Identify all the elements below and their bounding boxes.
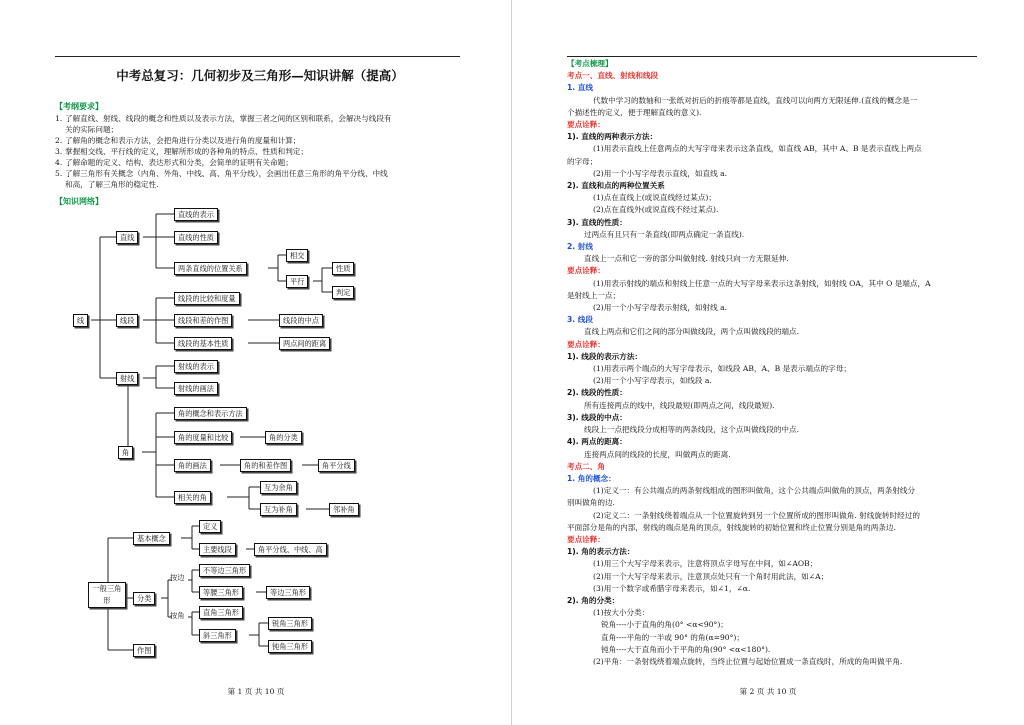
- node-acute-triangle: 锐角三角形: [268, 617, 312, 630]
- page-2-line: 4). 两点的距离：: [567, 437, 627, 447]
- node-segment-construction: 线段和差的作图: [174, 314, 232, 327]
- label-by-angle: 按角: [170, 611, 185, 620]
- node-intersect: 相交: [286, 249, 308, 262]
- exam-requirements-heading: 【考纲要求】: [55, 102, 103, 111]
- page-2-line: 平面部分是角的内部，射线的端点是角的顶点，射线旋转的初始位置和终止位置分别是角的两条边.: [567, 522, 896, 532]
- node-oblique-triangle: 斜三角形: [199, 629, 236, 642]
- node-angle-concept: 角的概念和表示方法: [174, 407, 247, 420]
- node-adjacent-supplementary: 邻补角: [329, 503, 359, 516]
- node-parallel: 平行: [286, 275, 308, 288]
- page-2-line: 1. 直线: [567, 83, 593, 93]
- requirement-text: 了解三角形有关概念（内角、外角、中线、高、角平分线），会画出任意三角形的角平分线、中线: [65, 169, 388, 178]
- page-2-line: (1)用表示两个端点的大写字母表示，如线段 AB，A、B 是表示端点的字母；: [593, 364, 851, 374]
- page-1-footer: 第 1 页 共 10 页: [227, 687, 285, 696]
- page-2-line: 1). 角的表示方法：: [567, 547, 635, 557]
- node-classification: 分类: [133, 592, 155, 605]
- node-scalene: 不等边三角形: [199, 564, 250, 577]
- header-rule-2: [567, 56, 977, 57]
- page-2-line: 2). 角的分类：: [567, 595, 620, 605]
- page-2-line: 3. 线段: [567, 315, 593, 325]
- page-2-line: 要点诠释：: [567, 534, 605, 544]
- node-segment-types: 角平分线、中线、高: [254, 543, 327, 556]
- page-2-line: (1)按大小分类：: [593, 608, 650, 618]
- page-2-line: 考点一、直线、射线和线段: [567, 71, 659, 81]
- node-line-representation: 直线的表示: [174, 208, 218, 221]
- node-parallel-property: 性质: [332, 262, 354, 275]
- page-2-line: 的字母；: [567, 156, 598, 166]
- page-2-line: 【考点梳理】: [567, 59, 613, 68]
- node-related-angles: 相关的角: [174, 491, 211, 504]
- page-2-line: 是射线上一点；: [567, 290, 621, 300]
- page-2-line: 锐角----小于直角的角(0° <α<90°)；: [601, 620, 728, 630]
- page-2-line: 连接两点间的线段的长度，叫做两点的距离.: [584, 449, 731, 459]
- node-angle-classification: 角的分类: [265, 431, 302, 444]
- node-ray-drawing: 射线的画法: [174, 382, 218, 395]
- node-point-distance: 两点间的距离: [279, 337, 330, 350]
- node-segment-midpoint: 线段的中点: [279, 314, 323, 327]
- label-by-side: 按边: [170, 573, 185, 582]
- node-main-segments: 主要线段: [199, 543, 236, 556]
- requirement-text: 了解直线、射线、线段的概念和性质以及表示方法，掌握三者之间的区别和联系，会解决与线段有: [65, 114, 392, 123]
- node-basic-concept: 基本概念: [133, 532, 170, 545]
- page-2-line: 直线上两点和它们之间的部分叫做线段，两个点叫做线段的端点.: [584, 327, 800, 337]
- page-2-line: 要点诠释：: [567, 339, 605, 349]
- node-segment-basic-property: 线段的基本性质: [174, 337, 232, 350]
- page-2-line: (1)定义一：有公共端点的两条射线组成的图形叫做角，这个公共端点叫做角的顶点，两条射线分: [593, 486, 916, 496]
- page-2-line: 线段上一点把线段分成相等的两条线段，这个点叫做线段的中点.: [584, 425, 800, 435]
- requirement-number: 4.: [55, 158, 63, 167]
- requirement-continuation: 关的实际问题；: [65, 125, 119, 134]
- page-2-line: 别叫做角的边.: [567, 498, 615, 508]
- page-2-line: (2)用一个大写字母来表示，注意顶点处只有一个角时用此法，如∠A；: [593, 571, 829, 581]
- page-2-footer: 第 2 页 共 10 页: [739, 687, 797, 696]
- node-segment: 线段: [116, 314, 138, 327]
- page-2-line: 过两点有且只有一条直线(即两点确定一条直线).: [584, 229, 745, 239]
- node-line-property: 直线的性质: [174, 231, 218, 244]
- requirement-number: 1.: [55, 114, 63, 123]
- node-right-triangle: 直角三角形: [199, 606, 243, 619]
- page-2-line: 3). 线段的中点：: [567, 412, 627, 422]
- node-angle-measure: 角的度量和比较: [174, 431, 232, 444]
- node-angle-bisector: 角平分线: [318, 459, 355, 472]
- page-2-line: 直线上一点和它一旁的部分叫做射线. 射线只向一方无限延伸.: [584, 254, 789, 264]
- node-complementary: 互为余角: [260, 481, 297, 494]
- node-equilateral: 等边三角形: [266, 586, 310, 599]
- page-2-line: 2). 直线和点的两种位置关系: [567, 181, 665, 191]
- page-2-line: 要点诠释：: [567, 266, 605, 276]
- page-2-line: 2). 线段的性质：: [567, 388, 627, 398]
- page-2-line: 直角----平角的一半或 90° 的角(α=90°)；: [601, 632, 744, 642]
- node-angle-construction: 角的和差作图: [240, 459, 291, 472]
- page-2-line: 个描述性的定义，便于理解直线的意义).: [567, 107, 702, 117]
- node-ray-representation: 射线的表示: [174, 360, 218, 373]
- node-construction: 作图: [133, 644, 155, 657]
- requirement-number: 5.: [55, 169, 63, 178]
- page-2-line: (1)点在直线上(或说直线经过某点)；: [593, 193, 716, 203]
- page-2-line: (3)用一个数字或希腊字母来表示，如∠1，∠α.: [593, 583, 751, 593]
- page-2-line: 1). 线段的表示方法：: [567, 351, 643, 361]
- page-2-line: 钝角----大于直角而小于平角的角(90° <α<180°).: [601, 644, 771, 654]
- node-angle: 角: [118, 446, 133, 459]
- page-2-line: 1). 直线的两种表示方法：: [567, 132, 658, 142]
- node-definition: 定义: [199, 520, 221, 533]
- node-parallel-criterion: 判定: [332, 286, 354, 299]
- page-2-line: 要点诠释：: [567, 120, 605, 130]
- page-2-line: (2)定义二：一条射线绕着端点从一个位置旋转到另一个位置所成的图形叫做角. 射线旋转时经过的: [593, 510, 920, 520]
- page-2-line: 考点二、角: [567, 461, 605, 471]
- requirement-text: 了解角的概念和表示方法，会把角进行分类以及进行角的度量和计算；: [65, 136, 301, 145]
- node-line: 线: [73, 314, 88, 327]
- page-2-line: (1)用表示直线上任意两点的大写字母来表示这条直线，如直线 AB，其中 A、B 是表示直线上两点: [593, 144, 922, 154]
- node-segment-compare: 线段的比较和度量: [174, 292, 240, 305]
- page-2-line: 3). 直线的性质：: [567, 217, 627, 227]
- page-2-line: (2)点在直线外(或说直线不经过某点).: [593, 205, 719, 215]
- node-ray: 射线: [116, 372, 138, 385]
- page-2-line: (1)用三个大写字母来表示，注意将顶点字母写在中间，如∠AOB；: [593, 559, 818, 569]
- page-2: [512, 0, 1024, 725]
- page-2-line: (2)用一个小写字母表示直线，如直线 a.: [593, 168, 728, 178]
- node-obtuse-triangle: 钝角三角形: [268, 640, 312, 653]
- node-straight-line: 直线: [116, 231, 138, 244]
- page-2-line: (2)平角：一条射线绕着端点旋转，当终止位置与起始位置成一条直线时，所成的角叫做平角.: [593, 656, 903, 666]
- node-supplementary: 互为补角: [260, 503, 297, 516]
- node-two-lines-position: 两条直线的位置关系: [174, 262, 247, 275]
- requirement-text: 掌握相交线、平行线的定义，理解所形成的各种角的特点、性质和判定；: [65, 147, 308, 156]
- page-2-line: 1. 角的概念：: [567, 473, 616, 483]
- requirement-text: 了解命题的定义、结构、表达形式和分类，会简单的证明有关命题；: [65, 158, 293, 167]
- page-title: 中考总复习：几何初步及三角形—知识讲解（提高）: [116, 68, 404, 83]
- requirement-continuation: 和高，了解三角形的稳定性.: [65, 180, 159, 189]
- node-isosceles: 等腰三角形: [199, 586, 243, 599]
- page-2-line: 代数中学习的数轴和一张纸对折后的折痕等都是直线，直线可以向两方无限延伸.(直线的概念是一: [593, 95, 918, 105]
- page-2-line: (2)用一个小写字母表示，如线段 a.: [593, 376, 712, 386]
- requirement-number: 2.: [55, 136, 63, 145]
- page-2-line: 2. 射线: [567, 242, 593, 252]
- node-angle-drawing: 角的画法: [174, 459, 211, 472]
- node-triangle: 一般三角形: [88, 582, 126, 608]
- knowledge-network-heading: 【知识网络】: [55, 197, 103, 206]
- page-2-line: 所有连接两点的线中，线段最短(即两点之间，线段最短).: [584, 400, 775, 410]
- page-2-line: (1)用表示射线的端点和射线上任意一点的大写字母来表示这条射线，如射线 OA，其中 O 是端点，A: [593, 278, 931, 288]
- page-2-content: [567, 58, 977, 668]
- requirement-number: 3.: [55, 147, 63, 156]
- page-2-line: (2)用一个小写字母表示射线，如射线 a.: [593, 303, 728, 313]
